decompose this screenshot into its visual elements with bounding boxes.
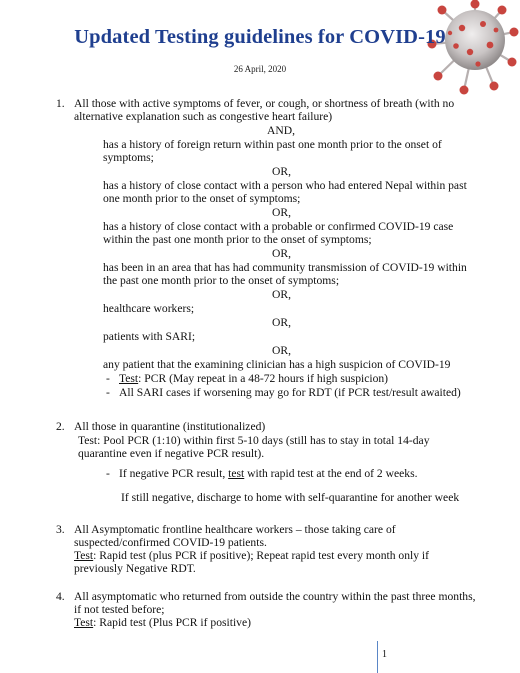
item-number: 4. (56, 590, 65, 603)
test-label: test (228, 467, 245, 480)
test-label: Test (119, 372, 139, 385)
criterion-text: within the past one month prior to the onset of symptoms; (103, 233, 372, 246)
criterion-text: the past one month prior to the onset of symptoms; (103, 274, 340, 287)
item-text: All those in quarantine (institutionalized) (74, 420, 266, 433)
item-text: quarantine even if negative PCR result). (78, 447, 265, 460)
bullet-text-body: : PCR (May repeat in a 48-72 hours if high suspicion) (138, 372, 389, 385)
bullet-text (119, 372, 388, 386)
item-number: 3. (56, 523, 65, 536)
page-number: 1 (382, 649, 387, 660)
bullet-dash: - (106, 372, 110, 385)
item-number: 2. (56, 420, 65, 433)
item-text: previously Negative RDT. (74, 562, 196, 575)
bullet-dash: - (106, 386, 110, 399)
item-text (74, 616, 251, 630)
connector-or: OR, (272, 165, 292, 178)
criterion-text: one month prior to the onset of symptoms; (103, 192, 301, 205)
test-label: Test (74, 616, 94, 629)
bullet-dash: - (106, 467, 110, 480)
item-text: If still negative, discharge to home with self-quarantine for another week (121, 491, 460, 504)
criterion-text: symptoms; (103, 151, 154, 164)
connector-or: OR, (272, 247, 292, 260)
bullet-text (119, 467, 417, 481)
item-text: Test: Pool PCR (1:10) within first 5-10 days (still has to stay in total 14-day (78, 434, 430, 447)
item-text (74, 549, 429, 563)
test-label: Test (74, 549, 94, 562)
connector-or: OR, (272, 316, 292, 329)
test-text: : Rapid test (plus PCR if positive); Repeat rapid test every month only if (93, 549, 430, 562)
criterion-text: has a history of foreign return within past one month prior to the onset of (103, 138, 442, 151)
item-text: All Asymptomatic frontline healthcare workers – those taking care of (74, 523, 396, 536)
bullet-text-pre: If negative PCR result, (119, 467, 229, 480)
page-number-rule (377, 641, 378, 673)
item-number: 1. (56, 97, 65, 110)
item-text: All those with active symptoms of fever, or cough, or shortness of breath (with no (74, 97, 455, 110)
connector-and: AND, (267, 124, 296, 137)
criterion-text: healthcare workers; (103, 302, 195, 315)
criterion-text: has been in an area that has had community transmission of COVID-19 within (103, 261, 467, 274)
connector-or: OR, (272, 206, 292, 219)
criterion-text: any patient that the examining clinician has a high suspicion of COVID-19 (103, 358, 451, 371)
test-text: : Rapid test (Plus PCR if positive) (93, 616, 251, 629)
criterion-text: patients with SARI; (103, 330, 196, 343)
bullet-text: All SARI cases if worsening may go for RDT (if PCR test/result awaited) (119, 386, 461, 399)
criterion-text: has a history of close contact with a probable or confirmed COVID-19 case (103, 220, 454, 233)
item-text: All asymptomatic who returned from outside the country within the past three months, (74, 590, 476, 603)
item-text: alternative explanation such as congestive heart failure) (74, 110, 333, 123)
document-title: Updated Testing guidelines for COVID-19 (74, 26, 446, 48)
item-text: if not tested before; (74, 603, 165, 616)
connector-or: OR, (272, 344, 292, 357)
connector-or: OR, (272, 288, 292, 301)
bullet-text-post: with rapid test at the end of 2 weeks. (244, 467, 418, 480)
item-text: suspected/confirmed COVID-19 patients. (74, 536, 267, 549)
document-date: 26 April, 2020 (233, 64, 287, 74)
criterion-text: has a history of close contact with a person who had entered Nepal within past (103, 179, 467, 192)
